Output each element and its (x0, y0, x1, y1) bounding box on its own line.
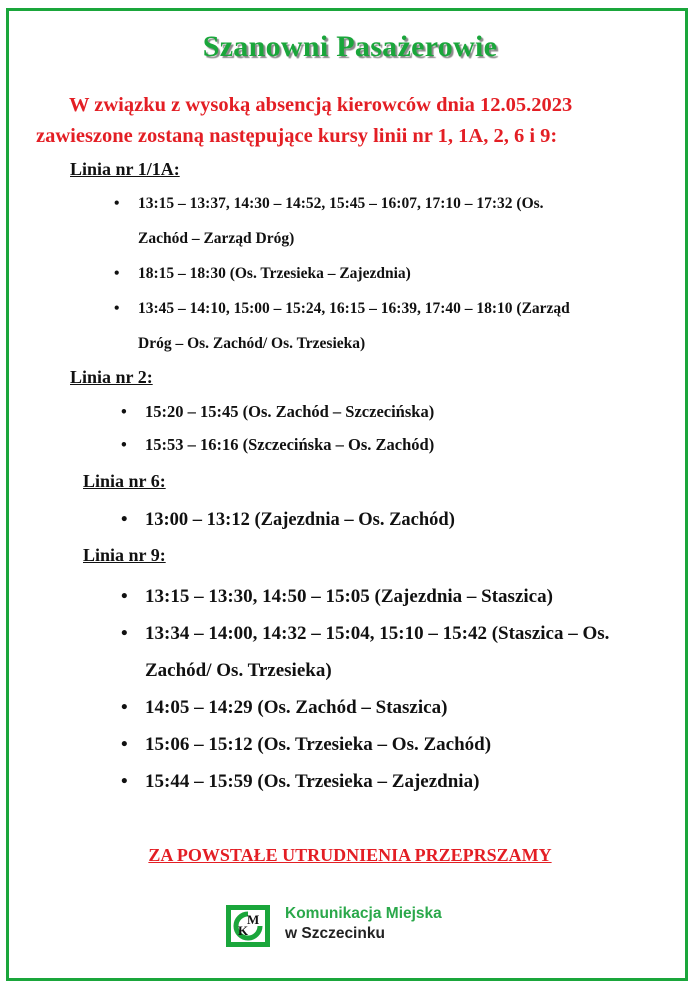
bullet-icon: • (121, 435, 127, 454)
list-item: • 13:00 – 13:12 (Zajezdnia – Os. Zachód) (145, 502, 665, 539)
list-item: • 15:20 – 15:45 (Os. Zachód – Szczecińska) (145, 395, 665, 428)
svg-text:K: K (238, 923, 249, 938)
announcement-intro (36, 90, 668, 152)
bullet-icon: • (121, 734, 128, 755)
company-logo (225, 900, 485, 956)
list-item: • 13:45 – 14:10, 15:00 – 15:24, 16:15 – 16:39, 17:40 – 18:10 (Zarząd Dróg – Os. Zachód/ Os. Trzesieka) (138, 291, 668, 361)
page-border (6, 8, 688, 981)
list-item: • 14:05 – 14:29 (Os. Zachód – Staszica) (145, 689, 670, 726)
course-list-line-6 (121, 502, 665, 539)
km-logo-icon (225, 904, 271, 948)
list-item: • 13:15 – 13:37, 14:30 – 14:52, 15:45 – 16:07, 17:10 – 17:32 (Os. Zachód – Zarząd Dróg) (138, 186, 668, 256)
svg-text:M: M (247, 912, 260, 927)
bullet-icon: • (114, 195, 120, 212)
company-name-line-2: w Szczecinku (285, 925, 385, 942)
list-item: • 18:15 – 18:30 (Os. Trzesieka – Zajezdnia) (138, 256, 668, 291)
bullet-icon: • (121, 402, 127, 421)
section-heading-line-9: Linia nr 9: (83, 545, 166, 565)
section-heading-line-1-1a: Linia nr 1/1A: (70, 159, 180, 179)
section-heading-line-2: Linia nr 2: (70, 367, 153, 387)
list-item: • 15:06 – 15:12 (Os. Trzesieka – Os. Zachód) (145, 726, 670, 763)
bullet-icon: • (121, 586, 128, 607)
list-item: • 15:53 – 16:16 (Szczecińska – Os. Zachód) (145, 428, 665, 461)
company-name (285, 904, 442, 944)
bullet-icon: • (121, 771, 128, 792)
intro-line-1: W związku z wysoką absencją kierowców dnia 12.05.2023 (69, 94, 573, 116)
page-title: Szanowni Pasażerowie (202, 30, 498, 63)
course-list-line-2 (121, 395, 665, 461)
course-list-line-1-1a (114, 186, 668, 361)
list-item: • 15:44 – 15:59 (Os. Trzesieka – Zajezdnia) (145, 763, 670, 800)
bullet-icon: • (114, 265, 120, 282)
list-item: • 13:34 – 14:00, 14:32 – 15:04, 15:10 – 15:42 (Staszica – Os. Zachód/ Os. Trzesieka) (145, 615, 670, 689)
course-list-line-9 (121, 578, 670, 800)
bullet-icon: • (114, 300, 120, 317)
bullet-icon: • (121, 623, 128, 644)
list-item: • 13:15 – 13:30, 14:50 – 15:05 (Zajezdnia – Staszica) (145, 578, 670, 615)
bullet-icon: • (121, 697, 128, 718)
section-heading-line-6: Linia nr 6: (83, 471, 166, 491)
apology-notice: ZA POWSTAŁE UTRUDNIENIA PRZEPRSZAMY (148, 845, 552, 865)
bullet-icon: • (121, 510, 128, 530)
company-name-line-1: Komunikacja Miejska (285, 905, 442, 922)
intro-line-2: zawieszone zostaną następujące kursy linii nr 1, 1A, 2, 6 i 9: (36, 125, 558, 147)
